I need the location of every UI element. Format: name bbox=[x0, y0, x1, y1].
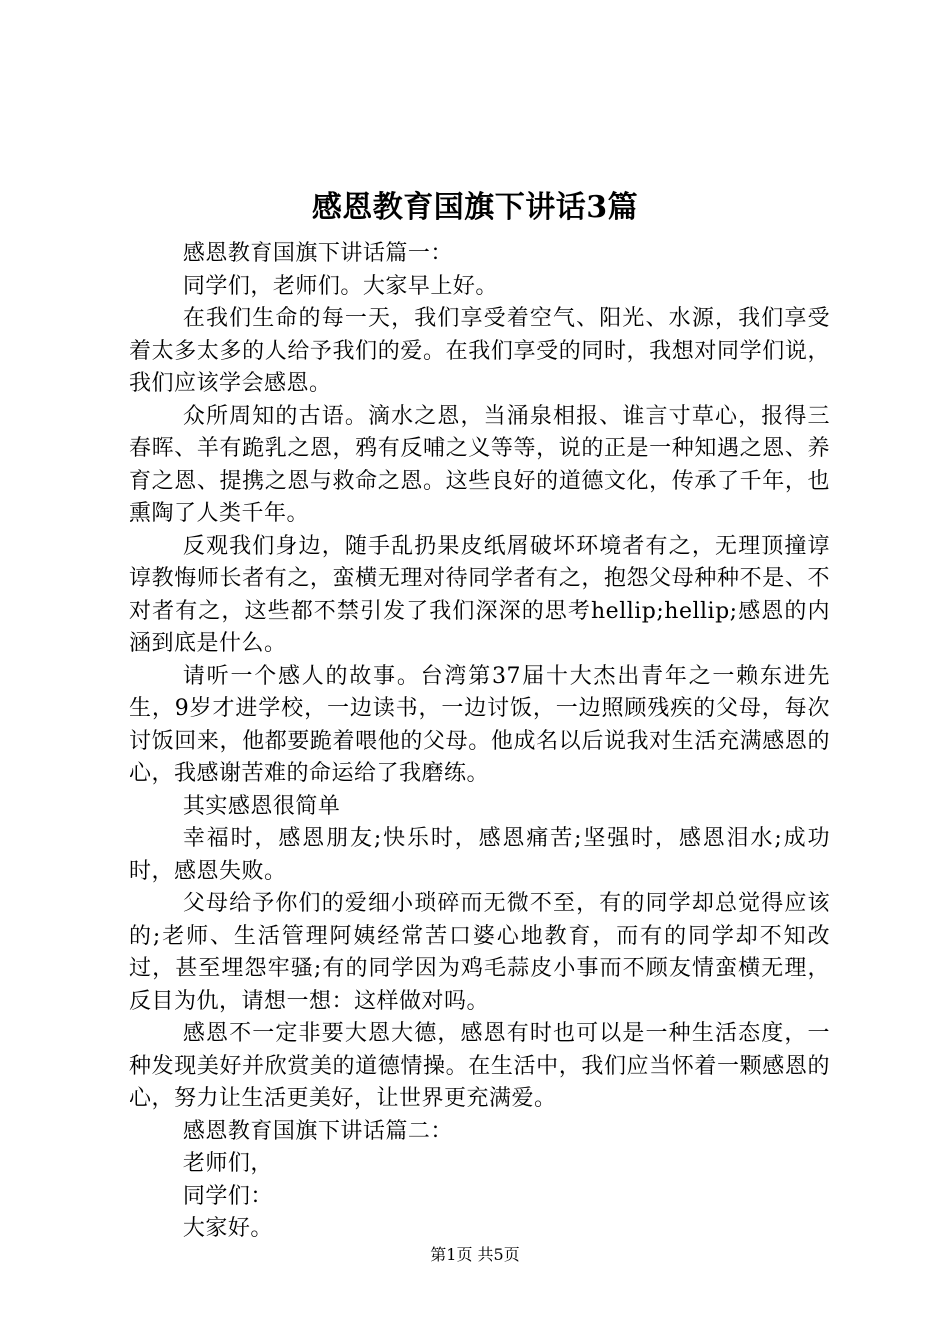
greeting-paragraph: 同学们： bbox=[182, 1183, 273, 1209]
body-paragraph: 父母给予你们的爱细小琐碎而无微不至，有的同学却总觉得应该的;老师、生活管理阿姨经常苦口婆心地教育，而有的同学却不知改过，甚至埋怨牢骚;有的同学因为鸡毛蒜皮小事而不顾友情蛮横无理，反目为仇，请想一想：这样做对吗。 bbox=[129, 891, 830, 1014]
greeting-paragraph: 老师们， bbox=[182, 1151, 273, 1176]
body-paragraph: 感恩不一定非要大恩大德，感恩有时也可以是一种生活态度，一种发现美好并欣赏美的道德情操。在生活中，我们应当怀着一颗感恩的心，努力让生活更美好，让世界更充满爱。 bbox=[129, 1021, 830, 1111]
body-paragraph: 在我们生命的每一天，我们享受着空气、阳光、水源，我们享受着太多太多的人给予我们的爱。在我们享受的同时，我想对同学们说，我们应该学会感恩。 bbox=[129, 306, 830, 396]
body-paragraph: 其实感恩很简单 bbox=[182, 793, 341, 819]
body-paragraph: 幸福时，感恩朋友;快乐时，感恩痛苦;坚强时，感恩泪水;成功时，感恩失败。 bbox=[129, 826, 830, 884]
greeting-paragraph: 同学们，老师们。大家早上好。 bbox=[182, 273, 498, 299]
section-heading: 感恩教育国旗下讲话篇二： bbox=[182, 1118, 453, 1144]
page-footer: 第1页 共5页 bbox=[430, 1245, 520, 1264]
section-heading: 感恩教育国旗下讲话篇一： bbox=[182, 241, 453, 266]
document-title: 感恩教育国旗下讲话3篇 bbox=[311, 190, 639, 225]
body-paragraph: 请听一个感人的故事。台湾第37届十大杰出青年之一赖东进先生，9岁才进学校，一边读书，一边讨饭，一边照顾残疾的父母，每次讨饭回来，他都要跪着喂他的父母。他成名以后说我对生活充满感恩的心，我感谢苦难的命运给了我磨练。 bbox=[129, 663, 830, 786]
body-paragraph: 反观我们身边，随手乱扔果皮纸屑破坏环境者有之，无理顶撞谆谆教悔师长者有之，蛮横无理对待同学者有之，抱怨父母种种不是、不对者有之，这些都不禁引发了我们深深的思考hellip;hellip;感恩的内涵到底是什么。 bbox=[129, 533, 830, 656]
greeting-paragraph: 大家好。 bbox=[182, 1216, 273, 1241]
document-body bbox=[129, 238, 830, 1246]
body-paragraph: 众所周知的古语。滴水之恩，当涌泉相报、谁言寸草心，报得三春晖、羊有跪乳之恩，鸦有反哺之义等等，说的正是一种知遇之恩、养育之恩、提携之恩与救命之恩。这些良好的道德文化，传承了千年，也熏陶了人类千年。 bbox=[129, 403, 830, 526]
